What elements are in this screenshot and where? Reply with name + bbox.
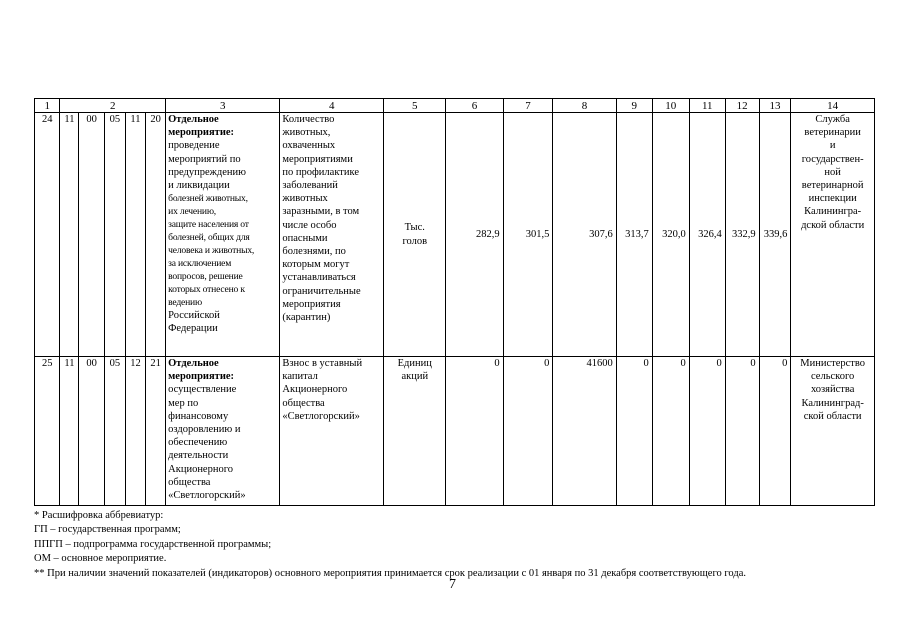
program-table <box>34 98 875 506</box>
value-cell: 339,6 <box>759 113 791 357</box>
header-cell: 9 <box>616 99 652 113</box>
footnote-line: * Расшифровка аббревиатур: <box>34 510 164 521</box>
footnotes <box>34 509 746 581</box>
header-row <box>35 99 875 113</box>
value-cell: 0 <box>616 357 652 506</box>
header-cell: 10 <box>652 99 689 113</box>
code-cell: 11 <box>60 113 79 357</box>
code-cell: 12 <box>125 357 145 506</box>
code-cell: 11 <box>60 357 79 506</box>
header-cell: 14 <box>791 99 875 113</box>
value-cell: 0 <box>652 357 689 506</box>
indicator-cell: Количество животных, охваченных мероприятиями по профилактике заболеваний животных заразными, в том числе особо опасными болезнями, по которым могут устанавливаться ограничительные мероприятия (карантин) <box>280 113 384 357</box>
header-cell: 6 <box>446 99 503 113</box>
header-cell: 7 <box>503 99 553 113</box>
page-number: 7 <box>449 577 456 592</box>
row-number-cell: 24 <box>35 113 60 357</box>
header-cell: 8 <box>553 99 616 113</box>
activity-title: Отдельное мероприятие: <box>168 114 235 139</box>
value-cell: 0 <box>725 357 759 506</box>
code-cell: 11 <box>125 113 145 357</box>
code-cell: 00 <box>79 357 104 506</box>
footnote-line: ** При наличии значений показателей (индикаторов) основного мероприятия принимается срок реализации с 01 января по 31 декабря соответствующего года. <box>34 567 746 579</box>
indicator-cell: Взнос в уставный капитал Акционерного общества «Светлогорский» <box>280 357 384 506</box>
value-cell: 0 <box>503 357 553 506</box>
table-row <box>35 357 875 506</box>
code-cell: 05 <box>104 357 125 506</box>
executor-cell: Министерство сельского хозяйства Калининград- ской области <box>791 357 875 506</box>
activity-cell <box>166 357 280 506</box>
value-cell: 41600 <box>553 357 616 506</box>
header-cell: 5 <box>384 99 446 113</box>
footnote-line: ППГП – подпрограмма государственной программы; <box>34 538 272 550</box>
table-row <box>35 113 875 357</box>
value-cell: 0 <box>446 357 503 506</box>
row-number-cell: 25 <box>35 357 60 506</box>
activity-cell <box>166 113 280 357</box>
code-cell: 05 <box>104 113 125 357</box>
value-cell: 307,6 <box>553 113 616 357</box>
header-cell: 1 <box>35 99 60 113</box>
executor-cell: Служба ветеринарии и государствен- ной ветеринарной инспекции Калинингра- дской области <box>791 113 875 357</box>
value-cell: 313,7 <box>616 113 652 357</box>
activity-text: осуществление мер по финансовому оздоровлению и обеспечению деятельности Акционерного общества «Светлогорский» <box>168 384 246 502</box>
value-cell: 320,0 <box>652 113 689 357</box>
footnote-line: ОМ – основное мероприятие. <box>34 553 167 565</box>
footnote-line: ГП – государственная программ; <box>34 524 181 536</box>
footnote-divider <box>34 505 222 506</box>
header-cell: 2 <box>60 99 166 113</box>
code-cell: 20 <box>146 113 166 357</box>
header-cell: 13 <box>759 99 791 113</box>
activity-text-condensed: болезней животных, их лечению, защите населения от болезней, общих для человека и животных, за исключением вопросов, решение которых отнесено к ведению <box>168 193 255 309</box>
header-cell: 3 <box>166 99 280 113</box>
header-cell: 4 <box>280 99 384 113</box>
value-cell: 0 <box>759 357 791 506</box>
value-cell: 0 <box>689 357 725 506</box>
value-cell: 332,9 <box>725 113 759 357</box>
header-cell: 11 <box>689 99 725 113</box>
header-cell: 12 <box>725 99 759 113</box>
code-cell: 00 <box>79 113 104 357</box>
value-cell: 301,5 <box>503 113 553 357</box>
value-cell: 326,4 <box>689 113 725 357</box>
activity-text: Российской Федерации <box>168 310 220 335</box>
code-cell: 21 <box>146 357 166 506</box>
activity-title: Отдельное мероприятие: <box>168 358 235 383</box>
activity-text: проведение мероприятий по предупреждению и ликвидации <box>168 140 246 192</box>
unit-cell: Единиц акций <box>384 357 446 506</box>
unit-cell: Тыс. голов <box>384 113 446 357</box>
value-cell: 282,9 <box>446 113 503 357</box>
